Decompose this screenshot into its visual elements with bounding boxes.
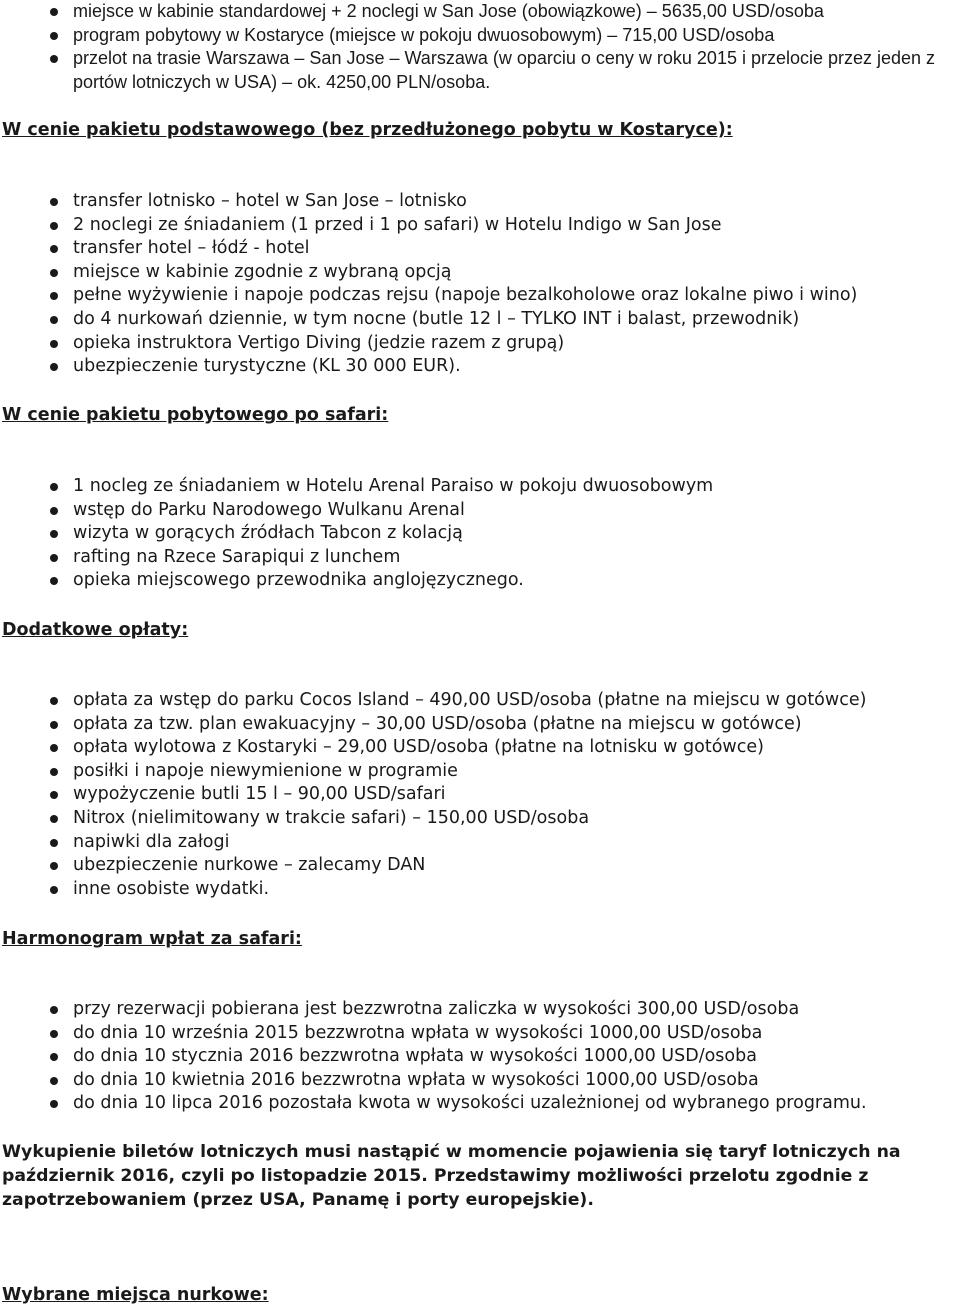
list-item: pełne wyżywienie i napoje podczas rejsu (napoje bezalkoholowe oraz lokalne piwo i wino) xyxy=(0,284,960,308)
list-item: posiłki i napoje niewymienione w programie xyxy=(0,760,960,784)
basic-package-section xyxy=(0,118,960,142)
flight-booking-note: Wykupienie biletów lotniczych musi nastąpić w momencie pojawienia się taryf lotniczych na październik 2016, czyli po listopadzie 2015. Przedstawimy możliwości przelotu zgodnie z zapotrzebowaniem (przez USA, Panamę i porty europejskie). xyxy=(2,1142,901,1210)
list-item: przy rezerwacji pobierana jest bezzwrotna zaliczka w wysokości 300,00 USD/osoba xyxy=(0,998,960,1022)
stay-package-section xyxy=(0,403,960,427)
list-item: 1 nocleg ze śniadaniem w Hotelu Arenal Paraiso w pokoju dwuosobowym xyxy=(0,475,960,499)
section-heading: W cenie pakietu pobytowego po safari: xyxy=(2,405,389,425)
list-item: opieka miejscowego przewodnika anglojęzycznego. xyxy=(0,569,960,593)
section-heading: W cenie pakietu podstawowego (bez przedłużonego pobytu w Kostaryce): xyxy=(2,120,733,140)
list-item: opłata za wstęp do parku Cocos Island – 490,00 USD/osoba (płatne na miejscu w gotówce) xyxy=(0,689,960,713)
payment-schedule-section xyxy=(0,927,960,951)
stay-package-list xyxy=(0,475,960,593)
list-item: transfer hotel – łódź - hotel xyxy=(0,237,960,261)
list-item: do 4 nurkowań dziennie, w tym nocne (butle 12 l – TYLKO INT i balast, przewodnik) xyxy=(0,308,960,332)
list-item: opłata za tzw. plan ewakuacyjny – 30,00 USD/osoba (płatne na miejscu w gotówce) xyxy=(0,713,960,737)
list-item: miejsce w kabinie zgodnie z wybraną opcją xyxy=(0,261,960,285)
list-item: do dnia 10 stycznia 2016 bezzwrotna wpłata w wysokości 1000,00 USD/osoba xyxy=(0,1045,960,1069)
section-heading: Wybrane miejsca nurkowe: xyxy=(2,1285,269,1305)
list-item: napiwki dla załogi xyxy=(0,831,960,855)
list-item: miejsce w kabinie standardowej + 2 noclegi w San Jose (obowiązkowe) – 5635,00 USD/osoba xyxy=(0,0,960,24)
list-item: program pobytowy w Kostaryce (miejsce w pokoju dwuosobowym) – 715,00 USD/osoba xyxy=(0,24,960,48)
list-item: do dnia 10 września 2015 bezzwrotna wpłata w wysokości 1000,00 USD/osoba xyxy=(0,1022,960,1046)
list-item: 2 noclegi ze śniadaniem (1 przed i 1 po safari) w Hotelu Indigo w San Jose xyxy=(0,214,960,238)
dive-sites-section xyxy=(0,1283,960,1307)
list-item: inne osobiste wydatki. xyxy=(0,878,960,902)
list-item: transfer lotnisko – hotel w San Jose – lotnisko xyxy=(0,190,960,214)
additional-fees-list xyxy=(0,689,960,901)
list-item: do dnia 10 lipca 2016 pozostała kwota w wysokości uzależnionej od wybranego programu. xyxy=(0,1092,960,1116)
basic-package-list-block xyxy=(0,190,960,379)
list-item: przelot na trasie Warszawa – San Jose – Warszawa (w oparciu o ceny w roku 2015 i przelocie przez jeden z portów lotniczych w USA) – ok. 4250,00 PLN/osoba. xyxy=(0,47,960,94)
basic-package-list xyxy=(0,190,960,379)
list-item: wstęp do Parku Narodowego Wulkanu Arenal xyxy=(0,499,960,523)
additional-fees-section xyxy=(0,618,960,642)
list-item: Nitrox (nielimitowany w trakcie safari) – 150,00 USD/osoba xyxy=(0,807,960,831)
payment-schedule-list xyxy=(0,998,960,1116)
payment-schedule-list-block xyxy=(0,998,960,1116)
list-item: wizyta w gorących źródłach Tabcon z kolacją xyxy=(0,522,960,546)
list-item: opłata wylotowa z Kostaryki – 29,00 USD/osoba (płatne na lotnisku w gotówce) xyxy=(0,736,960,760)
stay-package-list-block xyxy=(0,475,960,593)
list-item: rafting na Rzece Sarapiqui z lunchem xyxy=(0,546,960,570)
list-item: ubezpieczenie turystyczne (KL 30 000 EUR). xyxy=(0,355,960,379)
flight-booking-note-block xyxy=(0,1140,958,1212)
list-item: opieka instruktora Vertigo Diving (jedzie razem z grupą) xyxy=(0,332,960,356)
section-heading: Harmonogram wpłat za safari: xyxy=(2,929,302,949)
top-price-list xyxy=(0,0,960,94)
list-item: do dnia 10 kwietnia 2016 bezzwrotna wpłata w wysokości 1000,00 USD/osoba xyxy=(0,1069,960,1093)
list-item: wypożyczenie butli 15 l – 90,00 USD/safari xyxy=(0,783,960,807)
section-heading: Dodatkowe opłaty: xyxy=(2,620,189,640)
top-price-list-block xyxy=(0,0,960,94)
list-item: ubezpieczenie nurkowe – zalecamy DAN xyxy=(0,854,960,878)
additional-fees-list-block xyxy=(0,689,960,901)
